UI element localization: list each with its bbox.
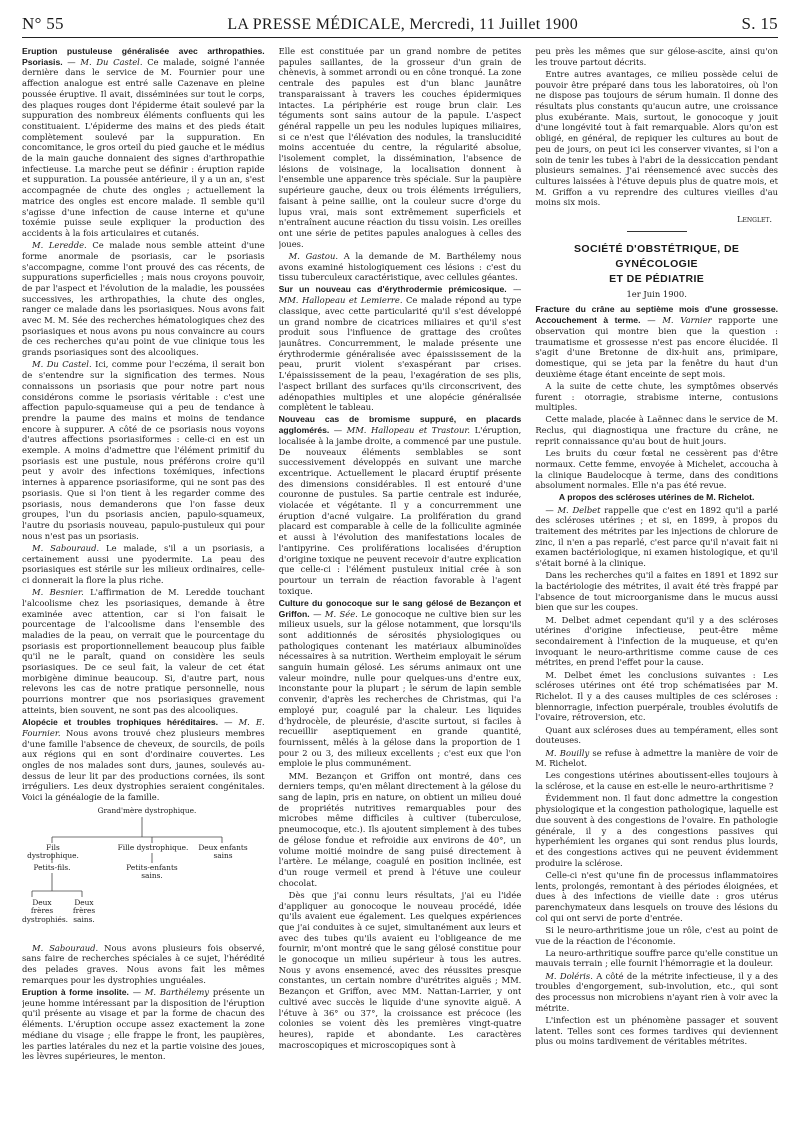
- tree-son: Fils dystrophique.: [27, 842, 79, 861]
- column-1: Eruption pustuleuse généralisée avec arthropathies. Psoriasis. — M. Du Castel. Ce malade, soigné l'année dernière dans le service de M. Fournier pour une affection analogue est entré salle Cazenave en pleine poussée éruptive. Il avait, disséminées sur tout le corps, des plaques rouges dont l'épiderme était soulevé par la suppuration des nombreux éléments confluents qui les constituaient. L'épiderme des mains et des pieds était complètement soulevé par la suppuration. En concomitance, le gros orteil du pied gauche et le médius de la main gauche donnaient des signes d'arthropathie infectieuse. La marche peut se définir : éruption rapide et suppuration. La poussée antérieure, il y a un an, s'est accompagnée de chute des ongles ; actuellement la matrice des ongles est encore malade. Il semble qu'il s'agisse d'une infection de cause interne et qu'une toxémie puisse seule expliquer la production des accidents à la fois articulaires et cutanés. M. Leredde. Ce malade nous semble atteint d'une forme anormale de psoriasis, car le psoriasis s'accompagne, comme l'ont prouvé des cas récents, de suppurations superficielles ; mais nous croyons pouvoir, de par l'aspect et l'évolution de la maladie, les poussées successives, les arthropathies, la chute des ongles, ranger ce malade dans les psoriasiques. Nous avons fait avec M. M. Sée des recherches hématologiques chez des psoriasiques et nous avons pu nous convaincre au cours de ces recherches qu'au point de vue clinique tous les grands psoriasiques sont des alcooliques. M. Du Castel. Ici, comme pour l'eczéma, il serait bon de s'entendre sur la signification des termes. Nous connaissons un psoriasis que pour notre part nous considérons comme le psoriasis véritable : c'est une affection papulo-squameuse qui a peu de tendance à prendre la paume des mains et moins de tendance encore à suppurer. A côté de ce psoriasis nous voyons d'autres affections psoriasiformes : celle-ci en est un exemple. A moins d'admettre que l'élément primitif du psoriasis est une pustule, nous préférons croire qu'il peut y avoir des infections toxémiques, infections internes à apparence psoriasiforme, qui ne sont pas des psoriasis. Que si l'on tient à les regarder comme des psoriasis, nous demanderons que l'on fasse deux groupes, l'un du psoriasis ancien, papulo-squameux, l'autre du psoriasis nouveau, papulo-pustuleux qui pour nous n'est pas un psoriasis. M. Sabouraud. Le malade, s'il a un psoriasis, a certainement aussi une pyodermite. La peau des psoriasiques est stérile sur les milieux ordinaires, celle-ci donnerait la flore la plus riche. M. Besnier. L'affirmation de M. Leredde touchant l'alcoolisme chez les psoriasiques, demande à être examinée avec attention, car si l'on faisait le pourcentage de l'alcoolisme dans l'ensemble des maladies de la peau, on verrait que le pourcentage du psoriasis est proportionnellement beaucoup plus faible qu'il ne le paraît, quand on considère les seuls psoriasiques. De ce seul fait, la valeur de cet état morbigène diminue beaucoup. Si, d'autre part, nous relevons les cas de notre pratique personnelle, nous pourrions montrer que nos psoriasiques gravement atteints, bien souvent, ne sont pas des alcooliques. Alopécie et troubles trophiques héréditaires. — M. E. Fournier. Nous avons trouvé chez plusieurs membres d'une famille l'absence de cheveux, de sourcils, de poils aux régions qui en sont d'ordinaire couvertes. Les ongles de nos malades sont durs, jaunes, soulevés au-dessus de leur lit par des productions cornées, ils sont irréguliers. Les deux dystrophies seraient congénitales. Voici la généalogie de la famille. Grand'mère dystrophique. Fils dystrophique. Fille dystrophique. Deux enfants sains Petits-fils. Petits-enfants sains. Deux frères dystrophiés. Deux frères sains. M. Sabouraud. Nous avons plusieurs fois observé, sans faire de recherches spéciales à ce sujet, l'hérédité des pelades graves. Nous avons fait les mêmes remarques pour les dystrophies unguéales. Eruption à forme insolite. — M. Barthélemy présente un jeune homme intéressant par la disposition de l'éruption qu'il présente au visage et par la forme de chacun des éléments. L'éruption occupe assez exactement la zone médiane du visage ; elle frappe le front, les paupières, les parties latérales du nez et la partie voisine des joues, les lèvres supérieures, le menton.: [22, 46, 265, 1062]
- paragraph: MM. Bezançon et Griffon ont montré, dans ces derniers temps, qu'en mêlant directement à la gélose du sang de lapin, pris en nature, on obtient un milieu doué de propriétés nutritives remarquables pour des microbes même difficiles à cultiver (tuberculose, pneumocoque, etc.). Ils ajoutent simplement à des tubes de gélose fondue et refroidie aux environs de 40°, un volume moitié moindre de sang puisé directement à l'artère. Le mélange, coagulé en position inclinée, est d'un rouge vermeil et prend à l'étuve une couleur chocolat.: [278, 770, 522, 888]
- heading-fracture-crane: Fracture du crâne au septième mois d'une grossesse. Accouchement à terme.: [535, 304, 778, 326]
- paragraph: Cette malade, placée à Laënnec dans le service de M. Reclus, qui diagnostiqua une fracture du crâne, ne reprit connaissance qu'au bout de huit jours.: [535, 414, 778, 446]
- tree-healthy-brothers: Deux frères sains.: [72, 897, 96, 924]
- society-heading: [535, 242, 778, 287]
- author: MM. Hallopeau et Trastour.: [346, 425, 471, 436]
- author: M. Leredde.: [32, 240, 87, 251]
- paragraph: M. Delbet admet cependant qu'il y a des scléroses utérines d'origine infectieuse, peut-être même secondairement à l'infection de la muqueuse, et qu'en invoquant le neuro-arthritisme comme cause de ces métrites, en prend l'effet pour la cause.: [535, 614, 778, 668]
- paragraph: Ce malade répond au type classique, avec cette particularité qu'il s'est développé un grand nombre de cicatrices miliaires et qu'il s'est produit sous l'influence de grattage des croûtes jaunâtres. Concurremment, le malade présente une érythrodermie généralisée avec épaississement de la peau, prurit violent s'exaspérant par crises. L'épaississement de la peau, l'exagération de ses plis, l'aspect brillant des surfaces qu'ils circonscrivent, des adénopathies multiples et une alopécie généralisée complètent le tableau.: [278, 295, 522, 413]
- paragraph: Nous avons trouvé chez plusieurs membres d'une famille l'absence de cheveux, de sourcils, de poils aux régions qui en sont d'ordinaire couvertes. Les ongles de nos malades sont durs, jaunes, soulevés au-dessus de leur lit par des productions cornées, ils sont irréguliers. Les deux dystrophies seraient congénitales. Voici la généalogie de la famille.: [22, 727, 265, 803]
- divider: [627, 231, 687, 232]
- author: M. Sabouraud.: [32, 942, 99, 953]
- heading-gonocoque: Culture du gonocoque sur le sang gélosé de Bezançon et Griffon.: [278, 597, 522, 619]
- paragraph: Si le neuro-arthritisme joue un rôle, c'est au point de vue de la réaction de l'économie.: [535, 924, 778, 946]
- paragraph: L'affirmation de M. Leredde touchant l'alcoolisme chez les psoriasiques, demande à être examinée avec attention, car si l'on faisait le pourcentage de l'alcoolisme dans l'ensemble des maladies de la peau, on verrait que le pourcentage du psoriasis est proportionnellement beaucoup plus faible qu'il ne le paraît, quand on considère les seuls psoriasiques. De ce seul fait, la valeur de cet état morbigène diminue beaucoup. Si, d'autre part, nous relevons les cas de notre pratique personnelle, nous pourrions montrer que nos psoriasiques gravement atteints, bien souvent, ne sont pas des alcooliques.: [22, 587, 265, 715]
- page-number: S. 15: [741, 14, 778, 33]
- author: M. Barthélemy: [144, 987, 210, 998]
- paragraph: La neuro-arthritique souffre parce qu'elle constitue un mauvais terrain ; elle fournit l'hémorragie et la douleur.: [535, 947, 778, 969]
- paragraph: Nous avons plusieurs fois observé, sans faire de recherches spéciales à ce sujet, l'hérédité des pelades graves. Nous avons fait les mêmes remarques pour les dystrophies unguéales.: [22, 942, 265, 985]
- author: M. Sée.: [324, 608, 358, 619]
- author: M. Doléris.: [545, 970, 593, 981]
- paragraph: Les bruits du cœur fœtal ne cessèrent pas d'être normaux. Cette femme, envoyée à Michelet, accoucha à la clinique Baudelocque à terme, dans des conditions absolument normales. Elle n'a pas été revue.: [535, 448, 778, 491]
- paragraph: Les congestions utérines aboutissent-elles toujours à la sclérose, et la cause en est-elle le neuro-arthritisme ?: [535, 770, 778, 792]
- author: M. Du Castel.: [32, 359, 92, 370]
- column-3: peu près les mêmes que sur gélose-ascite, ainsi qu'on les trouve partout décrits. Entre autres avantages, ce milieu possède celui de pouvoir être préparé dans tous les laboratoires, où l'on ne dispose pas toujours de sérum humain. Il donne des résultats plus constants qu'aucun autre, une croissance plus exubérante. Mais, surtout, le gonocoque y jouit d'une longévité tout à fait remarquable. Alors qu'on est obligé, en général, de repiquer les cultures au bout de peu de jours, on peut ici les conserver vivantes, si l'on a soin de tenir les tubes à l'abri de la dessiccation pendant plusieurs semaines. J'ai réensemencé avec succès des cultures laissées à l'étuve depuis plus de quatre mois, et M. Griffon a vu reprendre des cultures vieilles d'au moins six mois. Lenglet. SOCIÉTÉ D'OBSTÉTRIQUE, DE GYNÉCOLOGIE ET DE PÉDIATRIE 1er Juin 1900. Fracture du crâne au septième mois d'une grossesse. Accouchement à terme. — M. Varnier rapporte une observation qui montre bien que la question : traumatisme et grossesse n'est pas encore élucidée. Il s'agit d'une Bretonne de dix-huit ans, primipare, domestique, qui se jeta par la fenêtre du haut d'un deuxième étage étant enceinte de sept mois. A la suite de cette chute, les symptômes observés furent : otorragie, strabisme interne, contusions multiples. Cette malade, placée à Laënnec dans le service de M. Reclus, qui diagnostiqua une fracture du crâne, ne reprit connaissance qu'au bout de huit jours. Les bruits du cœur fœtal ne cessèrent pas d'être normaux. Cette femme, envoyée à Michelet, accoucha à la clinique Baudelocque à terme, dans des conditions absolument normales. Elle n'a pas été revue. A propos des scléroses utérines de M. Richelot. — M. Delbet rappelle que c'est en 1892 qu'il a parlé des scléroses utérines ; et si, en 1899, à propos du traitement des métrites par les injections de chlorure de zinc, il n'en a pas reparlé, c'est parce qu'il n'avait fait ni examen bactériologique, ni examen histologique, et qu'il s'était borné à la clinique. Dans les recherches qu'il a faites en 1891 et 1892 sur la bactériologie des métrites, il avait été très frappé par l'absence de tout microorganisme dans le mucus aussi bien que sur les coupes. M. Delbet admet cependant qu'il y a des scléroses utérines d'origine infectieuse, peut-être même secondairement à l'infection de la muqueuse, et qu'en invoquant le neuro-arthritisme comme cause de ces métrites, en prend l'effet pour la cause. M. Delbet émet les conclusions suivantes : Les scléroses utérines ont été trop schématisées par M. Richelot. Il y a des causes multiples de ces scléroses : blennorragie, infection puerpérale, troubles évolutifs de l'ovaire, rétroversion, etc. Quant aux scléroses dues au tempérament, elles sont douteuses. M. Bouilly se refuse à admettre la manière de voir de M. Richelot. Les congestions utérines aboutissent-elles toujours à la sclérose, et la cause en est-elle le neuro-arthritisme ? Évidemment non. Il faut donc admettre la congestion physiologique et la congestion pathologique, laquelle est due souvent à des congestions de l'ovaire. En pathologie générale, il y a des congestions passives qui hyperhémient les organes qui sont rendus plus lourds, et des congestions actives qui ne peuvent évidemment produire la sclérose. Celle-ci n'est qu'une fin de processus inflammatoires lents, prolongés, remontant à des périodes éloignées, et dues à des infections de vieille date : gros utérus parenchymateux dans lesquels on trouve des lésions du col qui ont servi de porte d'entrée. Si le neuro-arthritisme joue un rôle, c'est au point de vue de la réaction de l'économie. La neuro-arthritique souffre parce qu'elle constitue un mauvais terrain ; elle fournit l'hémorragie et la douleur. M. Doléris. A côté de la métrite infectieuse, il y a des troubles d'engorgement, sub-involution, etc., qui sont des processus non microbiens n'ayant rien à voir avec la métrite. L'infection est un phénomène passager et souvent latent. Telles sont ces formes tardives qui deviennent plus ou moins tardivement de véritables métrites.: [535, 46, 778, 1047]
- paragraph: M. Delbet émet les conclusions suivantes : Les scléroses utérines ont été trop schématisées par M. Richelot. Il y a des causes multiples de ces scléroses : blennorragie, infection puerpérale, troubles évolutifs de l'ovaire, rétroversion, etc.: [535, 669, 778, 723]
- tree-root: Grand'mère dystrophique.: [97, 805, 197, 815]
- paragraph: Ce malade, soigné l'année dernière dans le service de M. Fournier pour une affection analogue est entré salle Cazenave en pleine poussée éruptive. Il avait, disséminées sur tout le corps, des plaques rouges dont l'épiderme était soulevé par la suppuration des nombreux éléments confluents qui les constituaient. L'épiderme des mains et des pieds était complètement soulevé par la suppuration. En concomitance, le gros orteil du pied gauche et le médius de la main gauche donnaient des signes d'arthropathie infectieuse. La marche peut se définir : éruption rapide et suppuration. La poussée antérieure, il y a un an, s'est accompagnée de chute des ongles ; actuellement la matrice des ongles est encore malade. Il semble qu'il s'agisse d'une infection de cause interne et qu'une toxémie puisse seule expliquer la production des accidents à la fois articulaires et cutanés.: [22, 56, 265, 238]
- article-columns: [22, 46, 778, 1144]
- heading-bromisme: Nouveau cas de bromisme suppuré, en placards agglomérés.: [278, 414, 522, 436]
- author: M. Du Castel.: [80, 56, 143, 67]
- paragraph: Dès que j'ai connu leurs résultats, j'ai eu l'idée d'appliquer au gonocoque le nouveau procédé, idée qu'ils avaient eue également. Les quelques expériences que j'ai conduites à ce sujet, simultanément aux leurs et avec des tubes qu'ils avaient eu l'obligeance de me fournir, m'ont montré que le sang gélosé constitue pour le gonocoque un milieu supérieur à tous les autres. Nous y avons ensemencé, avec des réussites presque constantes, un certain nombre d'urétrites aiguës ; MM. Bezançon et Griffon, avec MM. Nattan-Larrier, y ont cultivé avec succès le liquide d'une synovite aiguë. A l'étuve à 36° ou 37°, la croissance est précoce (les colonies se voient dès les premières vingt-quatre heures), rapide et abondante. Les caractères macroscopiques et microscopiques sont à: [278, 889, 522, 1050]
- paragraph: A la suite de cette chute, les symptômes observés furent : otorragie, strabisme interne, contusions multiples.: [535, 380, 778, 413]
- tree-healthy-children: Deux enfants sains: [198, 842, 248, 861]
- tree-daughter: Fille dystrophique.: [117, 842, 189, 852]
- society-line-2: ET DE PÉDIATRIE: [609, 272, 705, 285]
- author: M. Varnier: [662, 315, 712, 326]
- heading-scleroses: A propos des scléroses utérines de M. Richelot.: [558, 492, 755, 503]
- session-date: 1er Juin 1900.: [626, 288, 687, 299]
- heading-eruption-pustuleuse: Eruption pustuleuse généralisée avec arthropathies. Psoriasis.: [22, 46, 265, 67]
- paragraph: Elle est constituée par un grand nombre de petites papules saillantes, de la grosseur d'un grain de chènevis, à sommet arrondi ou en cône tronqué. La zone centrale des papules est d'un blanc jaunâtre transparaissant à travers les couches épidermiques intactes. La périphérie est rouge brun clair. Les téguments sont sains autour de la papule. L'aspect général rappelle un peu les nodules lupiques miliaires, si ce n'est que l'élévation des nodules, la translucidité moins accentuée du centre, la régularité absolue, l'isolement complet, la dissémination, l'absence de lésions de voisinage, la localisation donnent à l'ensemble une apparence très spéciale. Sur la paupière supérieure gauche, deux ou trois éléments irréguliers, faisant à peine saillie, ont la couleur sucre d'orge du lupus vrai, mais sont extrêmement superficiels et n'entraînent aucune réaction du tissu voisin. Les oreilles ont une série de petites papules analogues à celles des joues.: [278, 46, 522, 249]
- tree-dystrophic-brothers: Deux frères dystrophiés.: [22, 897, 69, 924]
- paragraph: Dans les recherches qu'il a faites en 1891 et 1892 sur la bactériologie des métrites, il avait été très frappé par l'absence de tout microorganisme dans le mucus aussi bien que sur les coupes.: [535, 570, 778, 613]
- paragraph: présente un jeune homme intéressant par la disposition de l'éruption qu'il présente au visage et par la forme de chacun des éléments. L'éruption occupe assez exactement la zone médiane du visage ; elle frappe le front, les paupières, les parties latérales du nez et la partie voisine des joues, les lèvres supérieures, le menton.: [22, 987, 265, 1062]
- heading-eruption-insolite: Eruption à forme insolite.: [22, 987, 129, 998]
- paragraph: L'éruption, localisée à la jambe droite, a commencé par une pustule. De nouveaux éléments semblables se sont successivement développés en suivant une marche excentrique. Actuellement le placard éruptif présente des dimensions considérables. Il est entouré d'une couronne de pustules. Sa partie centrale est indurée, violacée et végétante. Il y a concurremment une éruption d'acné vulgaire. La prolifération du grand placard est comparable à celle de la folliculite agminée et aussi à l'évolution des manifestations locales de l'antipyrine. Ces proliférations localisées d'éruption d'origine toxique ne peuvent recevoir d'autre explication que celle-ci : l'élément pustuleux initial crée à son pourtour un terrain de réaction favorable à l'agent toxique.: [278, 425, 522, 596]
- column-2: Elle est constituée par un grand nombre de petites papules saillantes, de la grosseur d'un grain de chènevis, à sommet arrondi ou en cône tronqué. La zone centrale des papules est d'un blanc jaunâtre transparaissant à travers les couches épidermiques intactes. La périphérie est rouge brun clair. Les téguments sont sains autour de la papule. L'aspect général rappelle un peu les nodules lupiques miliaires, si ce n'est que l'élévation des nodules, la translucidité moins accentuée du centre, la régularité absolue, l'isolement complet, la dissémination, l'absence de lésions de voisinage, la localisation donnent à l'ensemble une apparence très spéciale. Sur la paupière supérieure gauche, deux ou trois éléments irréguliers, faisant à peine saillie, ont la couleur sucre d'orge du lupus vrai, mais sont extrêmement superficiels et n'entraînent aucune réaction du tissu voisin. Les oreilles ont une série de petites papules analogues à celles des joues. M. Gastou. A la demande de M. Barthélemy nous avons examiné histologiquement ces lésions : c'est du tissu tuberculeux caractéristique, avec cellules géantes. Sur un nouveau cas d'érythrodermie prémicosique. — MM. Hallopeau et Lemierre. Ce malade répond au type classique, avec cette particularité qu'il s'est développé un grand nombre de cicatrices miliaires et qu'il s'est produit sous l'influence de grattage des croûtes jaunâtres. Concurremment, le malade présente une érythrodermie généralisée avec épaississement de la peau, prurit violent s'exaspérant par crises. L'épaississement de la peau, l'exagération de ses plis, l'aspect brillant des surfaces qu'ils circonscrivent, des adénopathies multiples et une alopécie généralisée complètent le tableau. Nouveau cas de bromisme suppuré, en placards agglomérés. — MM. Hallopeau et Trastour. L'éruption, localisée à la jambe droite, a commencé par une pustule. De nouveaux éléments semblables se sont successivement développés en suivant une marche excentrique. Actuellement le placard éruptif présente des dimensions considérables. Il est entouré d'une couronne de pustules. Sa partie centrale est indurée, violacée et végétante. Il y a concurremment une éruption d'acné vulgaire. La prolifération du grand placard est comparable à celle de la folliculite agminée et aussi à l'évolution des manifestations locales de l'antipyrine. Ces proliférations localisées d'éruption d'origine toxique ne peuvent recevoir d'autre explication que celle-ci : l'élément pustuleux initial crée à son pourtour un terrain de réaction favorable à l'agent toxique. Culture du gonocoque sur le sang gélosé de Bezançon et Griffon. — M. Sée. Le gonocoque ne cultive bien sur les milieux usuels, sur la gélose notamment, que lorsqu'ils sont additionnés de sérosités physiologiques ou pathologiques contenant les matériaux albuminoïdes nécessaires à sa nutrition. Wertheim employait le sérum sanguin humain gélosé. Les sérums animaux ont une valeur moindre, nulle pour quelques-uns d'entre eux, inconstante pour la plupart ; le sérum de lapin semble convenir, d'après les recherches de Christmas, qui l'a employé pur, coagulé par la chaleur. Les liquides d'hydrocèle, de pleurésie, d'ascite surtout, si faciles à recueillir aseptiquement en grande quantité, fournissent, mêlés à la gélose dans la proportion de 1 pour 2 ou 3, des milieux excellents ; c'est eux que l'on emploie le plus communément. MM. Bezançon et Griffon ont montré, dans ces derniers temps, qu'en mêlant directement à la gélose du sang de lapin, pris en nature, on obtient un milieu doué de propriétés nutritives remarquables pour des microbes même difficiles à cultiver (tuberculose, pneumocoque, etc.). Ils ajoutent simplement à des tubes de gélose fondue et refroidie aux environs de 40°, un volume moitié moindre de sang puisé directement à l'artère. Le mélange, coagulé en position inclinée, est d'un rouge vermeil et prend à l'étuve une couleur chocolat. Dès que j'ai connu leurs résultats, j'ai eu l'idée d'appliquer au gonocoque le nouveau procédé, idée qu'ils avaient eue également. Les quelques expériences que j'ai conduites à ce sujet, simultanément aux leurs et avec des tubes qu'ils avaient eu l'obligeance de me fournir, m'ont montré que le sang gélosé constitue pour le gonocoque un milieu supérieur à tous les autres. Nous y avons ensemencé, avec des réussites presque constantes, un certain nombre d'urétrites aiguës ; MM. Bezançon et Griffon, avec MM. Nattan-Larrier, y ont cultivé avec succès le liquide d'une synovite aiguë. A l'étuve à 36° ou 37°, la croissance est précoce (les colonies se voient dès les premières vingt-quatre heures), rapide et abondante. Les caractères macroscopiques et microscopiques sont à: [278, 46, 522, 1050]
- paragraph: rappelle que c'est en 1892 qu'il a parlé des scléroses utérines ; et si, en 1899, à propos du traitement des métrites par les injections de chlorure de zinc, il n'en a pas reparlé, c'est parce qu'il n'avait fait ni examen bactériologique, ni examen histologique, et qu'il s'était borné à la clinique.: [535, 504, 778, 569]
- paragraph: Ici, comme pour l'eczéma, il serait bon de s'entendre sur la signification des termes. Nous connaissons un psoriasis que pour notre part nous considérons comme le psoriasis véritable : c'est une affection papulo-squameuse qui a peu de tendance à prendre la paume des mains et moins de tendance encore à suppurer. A côté de ce psoriasis nous voyons d'autres affections psoriasiformes : celle-ci en est un exemple. A moins d'admettre que l'élément primitif du psoriasis est une pustule, nous préférons croire qu'il peut y avoir des infections toxémiques, infections internes à apparence psoriasiforme, qui ne sont pas des psoriasis. Que si l'on tient à les regarder comme des psoriasis, nous demanderons que l'on fasse deux groupes, l'un du psoriasis ancien, papulo-squameux, l'autre du psoriasis nouveau, papulo-pustuleux qui pour nous n'est pas un psoriasis.: [22, 359, 265, 541]
- society-line-1: SOCIÉTÉ D'OBSTÉTRIQUE, DE GYNÉCOLOGIE: [573, 242, 740, 270]
- author: MM. Hallopeau et Lemierre.: [278, 295, 403, 306]
- paragraph: Celle-ci n'est qu'une fin de processus inflammatoires lents, prolongés, remontant à des périodes éloignées, et dues à des infections de vieille date : gros utérus parenchymateux dans lesquels on trouve des lésions du col qui ont servi de porte d'entrée.: [535, 869, 778, 923]
- masthead: [22, 14, 778, 38]
- author: M. Sabouraud.: [32, 542, 100, 553]
- paragraph: Le malade, s'il a un psoriasis, a certainement aussi une pyodermite. La peau des psoriasiques est stérile sur les milieux ordinaires, celle-ci donnerait la flore la plus riche.: [22, 542, 265, 585]
- author: M. Besnier.: [32, 587, 84, 598]
- author: M. Bouilly: [545, 747, 590, 758]
- paragraph: se refuse à admettre la manière de voir de M. Richelot.: [535, 747, 778, 769]
- paragraph: A côté de la métrite infectieuse, il y a des troubles d'engorgement, sub-involution, etc., qui sont des processus non microbiens n'ayant rien à voir avec la métrite.: [535, 970, 778, 1013]
- paragraph: L'infection est un phénomène passager et souvent latent. Telles sont ces formes tardives qui deviennent plus ou moins tardivement de véritables métrites.: [535, 1014, 778, 1047]
- journal-title: LA PRESSE MÉDICALE, Mercredi, 11 Juillet 1900: [227, 16, 579, 33]
- heading-alopecie: Alopécie et troubles trophiques héréditaires.: [22, 717, 219, 728]
- signature: Lenglet.: [736, 214, 772, 225]
- paragraph: Ce malade nous semble atteint d'une forme anormale de psoriasis, car le psoriasis s'accompagne, comme l'ont prouvé des cas récents, de suppurations superficielles ; mais nous croyons pouvoir, de par l'aspect et l'évolution de la maladie, les poussées successives, les arthropathies, la chute des ongles, ranger ce malade dans les psoriasiques. Nous avons fait avec M. M. Sée des recherches hématologiques chez des psoriasiques et nous avons pu nous convaincre au cours de ces recherches qu'au point de vue clinique tous les grands psoriasiques sont des alcooliques.: [22, 240, 265, 358]
- paragraph: peu près les mêmes que sur gélose-ascite, ainsi qu'on les trouve partout décrits.: [535, 46, 778, 67]
- genealogy-diagram: [22, 807, 265, 937]
- paragraph: A la demande de M. Barthélemy nous avons examiné histologiquement ces lésions : c'est du tissu tuberculeux caractéristique, avec cellules géantes.: [278, 250, 522, 283]
- tree-grandsons: Petits-fils.: [33, 862, 71, 872]
- paragraph: Quant aux scléroses dues au tempérament, elles sont douteuses.: [535, 724, 778, 746]
- paragraph: Le gonocoque ne cultive bien sur les milieux usuels, sur la gélose notamment, que lorsqu'ils sont additionnés de sérosités physiologiques ou pathologiques contenant les matériaux albuminoïdes nécessaires à sa nutrition. Wertheim employait le sérum sanguin humain gélosé. Les sérums animaux ont une valeur moindre, nulle pour quelques-uns d'entre eux, inconstante pour la plupart ; le sérum de lapin semble convenir, d'après les recherches de Christmas, qui l'a employé pur, coagulé par la chaleur. Les liquides d'hydrocèle, de pleurésie, d'ascite surtout, si faciles à recueillir aseptiquement en grande quantité, fournissent, mêlés à la gélose dans la proportion de 1 pour 2 ou 3, des milieux excellents ; c'est eux que l'on emploie le plus communément.: [278, 608, 522, 769]
- heading-erythrodermie: Sur un nouveau cas d'érythrodermie prémicosique.: [278, 284, 507, 295]
- paragraph: Évidemment non. Il faut donc admettre la congestion physiologique et la congestion pathologique, laquelle est due souvent à des congestions de l'ovaire. En pathologie générale, il y a des congestions passives qui hyperhémient les organes qui sont rendus plus lourds, et des congestions actives qui ne peuvent évidemment produire la sclérose.: [535, 793, 778, 868]
- author: M. E. Fournier.: [22, 717, 265, 738]
- paragraph: Entre autres avantages, ce milieu possède celui de pouvoir être préparé dans tous les laboratoires, où l'on ne dispose pas toujours de sérum humain. Il donne des résultats plus constants qu'aucun autre, une croissance plus exubérante. Mais, surtout, le gonocoque y jouit d'une longévité tout à fait remarquable. Alors qu'on est obligé, en général, de repiquer les cultures au bout de peu de jours, on peut ici les conserver vivantes, si l'on a soin de tenir les tubes à l'abri de la dessiccation pendant plusieurs semaines. J'ai réensemencé avec succès des cultures laissées à l'étuve depuis plus de quatre mois, et M. Griffon a vu reprendre des cultures vieilles d'au moins six mois.: [535, 68, 778, 208]
- paragraph: rapporte une observation qui montre bien que la question : traumatisme et grossesse n'est pas encore élucidée. Il s'agit d'une Bretonne de dix-huit ans, primipare, domestique, qui se jeta par la fenêtre du haut d'un deuxième étage étant enceinte de sept mois.: [535, 315, 778, 379]
- author: M. Delbet: [557, 504, 601, 515]
- tree-grandchildren: Petits-enfants sains.: [126, 862, 178, 881]
- author: M. Gastou.: [288, 250, 339, 261]
- issue-number: N° 55: [22, 14, 64, 33]
